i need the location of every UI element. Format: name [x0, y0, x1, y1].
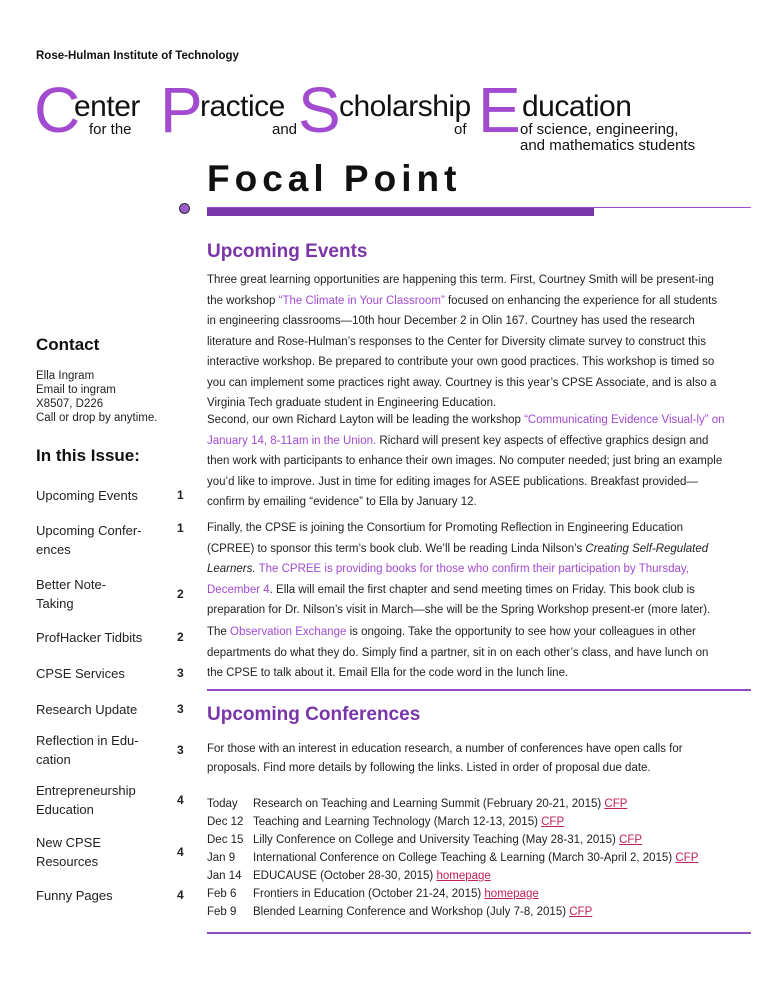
conference-link[interactable]: CFP	[569, 906, 593, 918]
issue-heading: In this Issue:	[36, 446, 140, 465]
conference-name: EDUCAUSE (October 28-30, 2015)	[253, 870, 437, 882]
observation-exchange-link[interactable]: Observation Exchange	[230, 626, 347, 638]
conferences-intro: For those with an interest in education research, a number of conferences have open calls for proposals. Find more details by following the links. Listed in order of proposal due date.	[207, 743, 683, 774]
issue-item-page: 1	[177, 487, 184, 502]
section-divider	[207, 689, 751, 691]
climate-workshop-link[interactable]: “The Climate in Your Classroom”	[278, 294, 445, 307]
events-paragraph-1: Three great learning opportunities are happening this term. First, Courtney Smith will be present-ing the workshop “The Climate in Your Classroom” focused on enhancing the experience for all students in engineering classrooms—10th hour December 2 in Olin 167. Courtney has used the research literature and Rose-Hulman’s responses to the Center for Diversity climate survey to construct this interactive workshop. Be prepared to contribute your own good practices. This workshop is timed so you can implement some practices right away. Courtney is this year’s CPSE Associate, and is also a Virginia Tech graduate student in Engineering Education.	[207, 274, 718, 409]
contact-office: X8507, D226	[36, 398, 104, 410]
events-paragraph-3: Finally, the CPSE is joining the Consortium for Promoting Reflection in Engineering Education (CPREE) to sponsor this term’s book club. We’ll be reading Linda Nilson’s Creating Self-Regulated Learners. The CPREE is providing books for those who confirm their participation by Thursday, December 4. Ella will email the first chapter and send meeting times on Friday. This book club is preparation for Dr. Nilson’s visit in March—she will be the Spring Workshop present-er (more later).	[207, 522, 711, 616]
events-paragraph-4: The Observation Exchange is ongoing. Take the opportunity to see how your colleagues in other departments do what they do. Simply find a partner, sit in on each other’s class, and have lunch on the CPSE to talk about it. Email Ella for the code word in the lunch line.	[207, 626, 709, 679]
issue-item-title: ProfHacker Tidbits	[36, 629, 143, 645]
conference-row	[207, 904, 592, 922]
conference-date: Dec 12	[207, 816, 244, 828]
conference-date: Jan 14	[207, 870, 242, 882]
issue-item-page: 4	[177, 792, 184, 807]
conference-row	[207, 850, 698, 868]
issue-item-title: Better Note-	[36, 577, 107, 592]
contact-heading: Contact	[36, 335, 100, 354]
logo-and: and	[272, 121, 298, 138]
issue-item-title-cont: Resources	[36, 854, 99, 869]
issue-item[interactable]	[36, 780, 191, 820]
conference-date: Dec 15	[207, 834, 244, 846]
conference-link[interactable]: CFP	[541, 816, 565, 828]
issue-item-title: Reflection in Edu-	[36, 733, 139, 748]
conference-name: Lilly Conference on College and University Teaching (May 28-31, 2015)	[253, 834, 620, 846]
issue-item-title-cont: Education	[36, 802, 94, 817]
issue-item[interactable]	[36, 626, 191, 648]
conference-name: Research on Teaching and Learning Summit (February 20-21, 2015)	[253, 798, 605, 810]
logo-word-center: enter	[74, 90, 140, 123]
contact-name: Ella Ingram	[36, 370, 95, 382]
logo-word-scholarship: cholarship	[339, 90, 471, 123]
conference-row	[207, 868, 491, 886]
issue-item-title: Entrepreneurship	[36, 783, 136, 798]
logo-word-practice: ractice	[200, 90, 285, 123]
logo-word-education: ducation	[522, 90, 632, 123]
issue-item-title-cont: ences	[36, 542, 71, 557]
issue-item-page: 3	[177, 742, 184, 757]
logo-letter-e: E	[478, 74, 521, 146]
tagline-line-2: and mathematics students	[520, 137, 696, 154]
issue-item-title: New CPSE	[36, 835, 102, 850]
issue-item-page: 4	[177, 887, 184, 902]
conference-date: Jan 9	[207, 852, 236, 864]
contact-email: Email to ingram	[36, 384, 116, 396]
conference-link[interactable]: homepage	[436, 870, 491, 882]
conference-date: Feb 9	[207, 906, 237, 918]
issue-item-title: Funny Pages	[36, 887, 113, 903]
conference-row	[207, 796, 627, 814]
book-title: Creating Self-Regulated Learners.	[207, 542, 709, 575]
conference-link[interactable]: homepage	[484, 888, 539, 900]
conference-date: Today	[207, 798, 238, 810]
newsletter-title: Focal Point	[207, 158, 462, 199]
conference-name: Frontiers in Education (October 21-24, 2015)	[253, 888, 485, 900]
issue-item-title: CPSE Services	[36, 665, 125, 681]
issue-item-page: 3	[177, 701, 184, 716]
contact-info	[36, 369, 157, 425]
conference-link[interactable]: CFP	[619, 834, 643, 846]
conference-row	[207, 814, 564, 832]
logo-letter-p: P	[160, 74, 203, 146]
conferences-heading: Upcoming Conferences	[207, 704, 421, 725]
conference-name: Teaching and Learning Technology (March 12-13, 2015)	[253, 816, 542, 828]
issue-item-title-cont: Taking	[36, 596, 74, 611]
logo-letter-s: S	[298, 74, 341, 146]
issue-item-page: 3	[177, 665, 184, 680]
issue-item-title: Research Update	[36, 701, 138, 717]
visual-evidence-link[interactable]: “Communicating Evidence Visual-ly” on January 14, 8-11am in the Union.	[207, 414, 725, 447]
institute-name: Rose-Hulman Institute of Technology	[36, 50, 239, 62]
issue-table	[36, 484, 191, 906]
conference-name: Blended Learning Conference and Workshop (July 7-8, 2015)	[253, 906, 570, 918]
tagline-line-1: of science, engineering,	[520, 121, 679, 138]
issue-item-page: 1	[177, 521, 184, 535]
issue-item[interactable]	[36, 662, 191, 684]
issue-item-page: 2	[177, 629, 184, 644]
conference-date: Feb 6	[207, 888, 237, 900]
issue-item[interactable]	[36, 730, 191, 770]
issue-item-page: 4	[177, 844, 184, 859]
conference-link[interactable]: CFP	[675, 852, 699, 864]
issue-item-page: 2	[177, 586, 184, 601]
conference-row	[207, 886, 539, 904]
conference-link[interactable]: CFP	[604, 798, 628, 810]
bullet-dot-icon	[179, 203, 190, 214]
events-heading: Upcoming Events	[207, 241, 368, 262]
events-paragraph-2: Second, our own Richard Layton will be leading the workshop “Communicating Evidence Visual-ly” on January 14, 8-11am in the Union. Richard will present key aspects of effective graphics design and then work with participants to enhance their own images. No computer needed; just bring an example you’d like to improve. Just in time for editing images for ASEE publications. Breakfast provided—confirm by emailing “evidence” to Ella by January 12.	[207, 414, 725, 508]
book-confirm-link[interactable]: The CPREE is providing books for those who confirm their participation by Thursday, December 4	[207, 563, 689, 596]
issue-item[interactable]	[36, 572, 191, 616]
logo-of: of	[454, 121, 467, 138]
contact-note: Call or drop by anytime.	[36, 412, 158, 424]
issue-item[interactable]	[36, 698, 191, 720]
issue-item[interactable]	[36, 484, 191, 506]
logo-letter-c: C	[34, 74, 81, 146]
issue-item-title: Upcoming Events	[36, 487, 138, 503]
issue-item-title-cont: cation	[36, 752, 71, 767]
issue-item[interactable]	[36, 884, 191, 906]
logo-for-the: for the	[89, 121, 132, 138]
title-bar	[207, 208, 594, 216]
issue-item-title: Upcoming Confer-	[36, 523, 142, 538]
bottom-divider	[207, 932, 751, 934]
masthead-tagline	[520, 122, 695, 154]
issue-item[interactable]	[36, 832, 191, 872]
conference-row	[207, 832, 642, 850]
conference-name: International Conference on College Teaching & Learning (March 30-April 2, 2015)	[253, 852, 676, 864]
issue-item[interactable]	[36, 518, 191, 562]
